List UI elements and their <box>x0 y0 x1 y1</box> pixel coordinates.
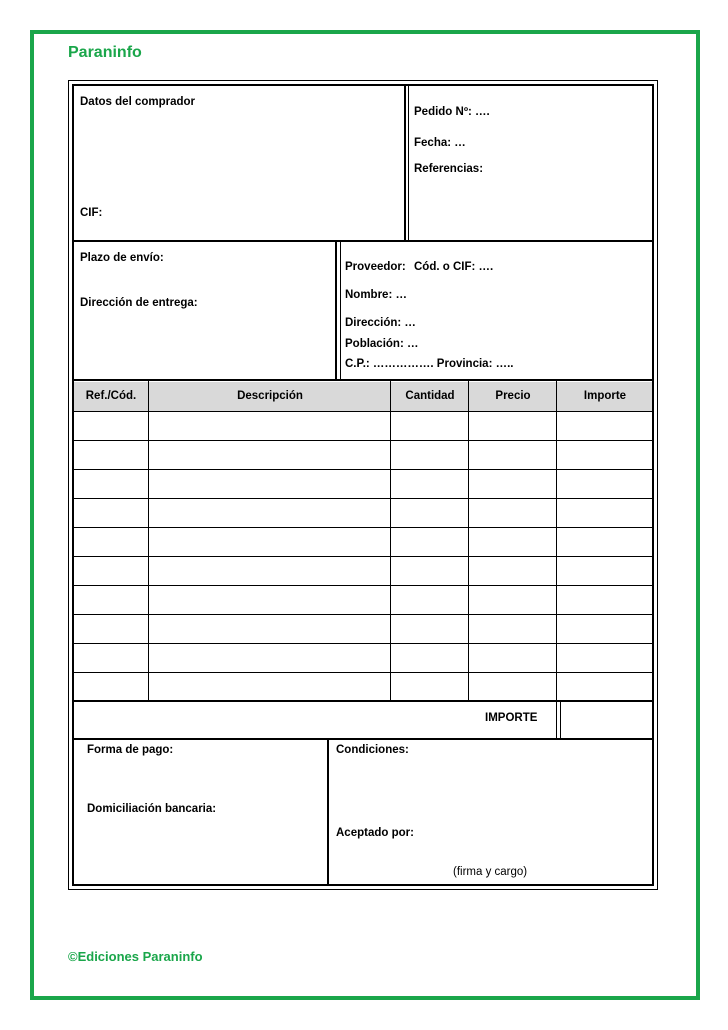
supplier-divider <box>335 242 337 380</box>
table-row-line <box>74 643 652 644</box>
section-divider-1 <box>74 240 652 242</box>
table-row-line <box>74 469 652 470</box>
header-quantity: Cantidad <box>405 390 455 402</box>
shipping-term: Plazo de envío: <box>80 252 164 264</box>
supplier-address: Dirección: … <box>345 317 416 329</box>
supplier-code: Cód. o CIF: …. <box>414 261 494 273</box>
table-row-line <box>74 440 652 441</box>
header-price: Precio <box>495 390 531 402</box>
table-row-line <box>74 672 652 673</box>
header-amount: Importe <box>583 390 627 402</box>
shipping-address: Dirección de entrega: <box>80 297 198 309</box>
accepted-by-label: Aceptado por: <box>336 827 414 839</box>
table-col-line <box>468 380 469 701</box>
buyer-cif: CIF: <box>80 207 103 219</box>
footer-copyright: ©Ediciones Paraninfo <box>68 949 203 964</box>
table-col-line <box>148 380 149 701</box>
order-references: Referencias: <box>414 163 484 175</box>
header-description: Descripción <box>237 390 303 402</box>
brand-title: Paraninfo <box>68 44 142 61</box>
conditions-label: Condiciones: <box>336 744 409 756</box>
table-row-line <box>74 498 652 499</box>
supplier-name: Nombre: … <box>345 289 407 301</box>
table-col-line <box>556 380 557 701</box>
section-divider-2 <box>74 379 652 381</box>
signature-label: (firma y cargo) <box>453 866 528 878</box>
buyer-title: Datos del comprador <box>80 96 196 108</box>
payment-divider <box>327 740 329 886</box>
bank-domiciliation: Domiciliación bancaria: <box>87 803 217 815</box>
supplier-postal: C.P.: ……………. Provincia: ….. <box>345 358 514 370</box>
buyer-divider-inner <box>408 86 409 242</box>
section-divider-3 <box>74 738 652 740</box>
table-header-border <box>74 411 652 412</box>
total-label: IMPORTE <box>485 712 538 724</box>
table-row-line <box>74 556 652 557</box>
order-number: Pedido Nº: …. <box>414 106 490 118</box>
table-col-line <box>390 380 391 701</box>
buyer-divider <box>404 86 406 242</box>
supplier-town: Población: … <box>345 338 419 350</box>
table-row-line <box>74 527 652 528</box>
order-form-inner <box>72 84 654 886</box>
order-date: Fecha: … <box>414 137 466 149</box>
supplier-divider-inner <box>340 242 341 380</box>
header-ref: Ref./Cód. <box>85 390 137 402</box>
table-bottom-border <box>74 700 652 702</box>
table-row-line <box>74 585 652 586</box>
total-cell-left-inner <box>560 702 561 739</box>
payment-method: Forma de pago: <box>87 744 174 756</box>
table-row-line <box>74 614 652 615</box>
supplier-label: Proveedor: <box>345 261 406 273</box>
total-cell-left <box>556 702 557 739</box>
